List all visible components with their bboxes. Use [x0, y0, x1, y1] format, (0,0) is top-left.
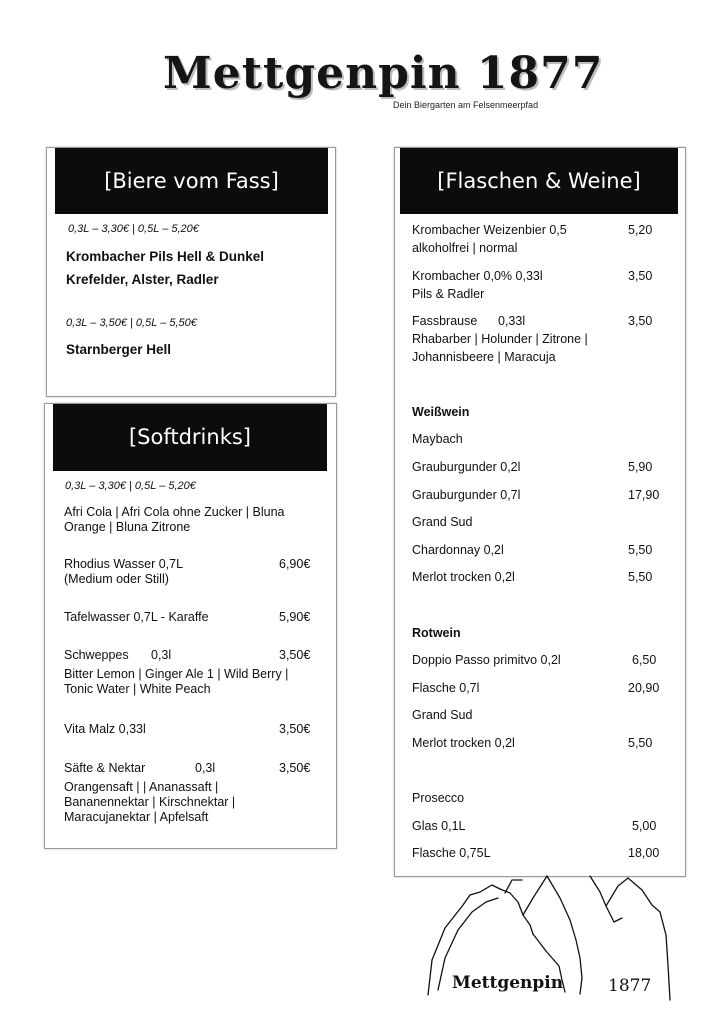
item-price: 3,50€ [279, 761, 311, 775]
item-price: 20,90 [628, 681, 660, 695]
menu-item: Flasche 0,75L [412, 846, 491, 860]
item-price: 5,90 [628, 460, 653, 474]
menu-item: Doppio Passo primitvo 0,2l [412, 653, 561, 667]
price-line: 0,3L – 3,30€ | 0,5L – 5,20€ [65, 480, 196, 492]
menu-item-sub: (Medium oder Still) [64, 572, 169, 586]
wine-producer: Grand Sud [412, 515, 473, 529]
item-price: 3,50 [628, 269, 653, 283]
item-price: 3,50€ [279, 648, 311, 662]
menu-item-sub: Rhabarber | Holunder | Zitrone | [412, 332, 588, 346]
menu-item: Fassbrause [412, 314, 478, 328]
menu-item: Chardonnay 0,2l [412, 543, 504, 557]
section-title-softdrinks: [Softdrinks] [53, 404, 327, 471]
item-price: 6,50 [632, 653, 657, 667]
menu-item-sub: Pils & Radler [412, 287, 485, 301]
menu-item: Krombacher Pils Hell & Dunkel [66, 249, 265, 264]
wine-producer: Grand Sud [412, 708, 473, 722]
menu-item-sub: Johannisbeere | Maracuja [412, 350, 556, 364]
item-price: 5,90€ [279, 610, 311, 624]
item-price: 6,90€ [279, 557, 311, 571]
wine-producer: Maybach [412, 432, 463, 446]
menu-item: Tafelwasser 0,7L - Karaffe [64, 610, 209, 624]
item-size: 0,3l [195, 761, 216, 775]
panel-flaschen-weine [394, 147, 686, 877]
menu-item: Starnberger Hell [66, 342, 172, 357]
menu-item: Rhodius Wasser 0,7L [64, 557, 184, 571]
item-price: 3,50€ [279, 722, 311, 736]
menu-item: Glas 0,1L [412, 819, 466, 833]
section-title-flaschen: [Flaschen & Weine] [400, 148, 678, 214]
item-price: 5,50 [628, 736, 653, 750]
menu-item: Merlot trocken 0,2l [412, 570, 515, 584]
item-price: 3,50 [628, 314, 653, 328]
menu-item-sub: Tonic Water | White Peach [64, 682, 211, 696]
item-price: 5,00 [632, 819, 657, 833]
menu-item: Flasche 0,7l [412, 681, 480, 695]
price-line: 0,3L – 3,50€ | 0,5L – 5,50€ [66, 317, 197, 329]
menu-item: Krombacher 0,0% 0,33l [412, 269, 543, 283]
tagline: Dein Biergarten am Felsenmeerpfad [393, 100, 539, 110]
item-price: 17,90 [628, 488, 660, 502]
subheading-weisswein: Weißwein [412, 405, 470, 419]
footer-brand-logo: Mettgenpin [452, 973, 564, 993]
menu-item: Afri Cola | Afri Cola ohne Zucker | Bluna [64, 505, 285, 519]
item-price: 5,50 [628, 570, 653, 584]
menu-item: Grauburgunder 0,7l [412, 488, 521, 502]
menu-item-sub: Bananennektar | Kirschnektar | [64, 795, 236, 809]
menu-item-sub: Orange | Bluna Zitrone [64, 520, 191, 534]
panel-biere-vom-fass [46, 147, 336, 397]
menu-item: Krefelder, Alster, Radler [66, 272, 219, 287]
subheading-rotwein: Rotwein [412, 626, 461, 640]
menu-item: Grauburgunder 0,2l [412, 460, 521, 474]
item-price: 5,20 [628, 223, 653, 237]
wine-producer: Prosecco [412, 791, 465, 805]
menu-item: Schweppes [64, 648, 129, 662]
section-title-fass: [Biere vom Fass] [55, 148, 328, 214]
menu-item-sub: Orangensaft | | Ananassaft | [64, 780, 219, 794]
menu-item: Krombacher Weizenbier 0,5 [412, 223, 567, 237]
item-price: 5,50 [628, 543, 653, 557]
item-size: 0,3l [151, 648, 172, 662]
brand-logo: Mettgenpin 1877 [163, 48, 604, 99]
menu-item: Säfte & Nektar [64, 761, 146, 775]
panel-softdrinks [44, 403, 337, 849]
menu-item-sub: Maracujanektar | Apfelsaft [64, 810, 209, 824]
menu-item: Vita Malz 0,33l [64, 722, 146, 736]
item-price: 18,00 [628, 846, 660, 860]
menu-item-sub: Bitter Lemon | Ginger Ale 1 | Wild Berry | [64, 667, 289, 681]
item-size: 0,33l [498, 314, 526, 328]
price-line: 0,3L – 3,30€ | 0,5L – 5,20€ [68, 223, 199, 235]
menu-item: Merlot trocken 0,2l [412, 736, 515, 750]
footer-year: 1877 [608, 976, 652, 996]
menu-item-sub: alkoholfrei | normal [412, 241, 518, 255]
header [0, 40, 724, 120]
